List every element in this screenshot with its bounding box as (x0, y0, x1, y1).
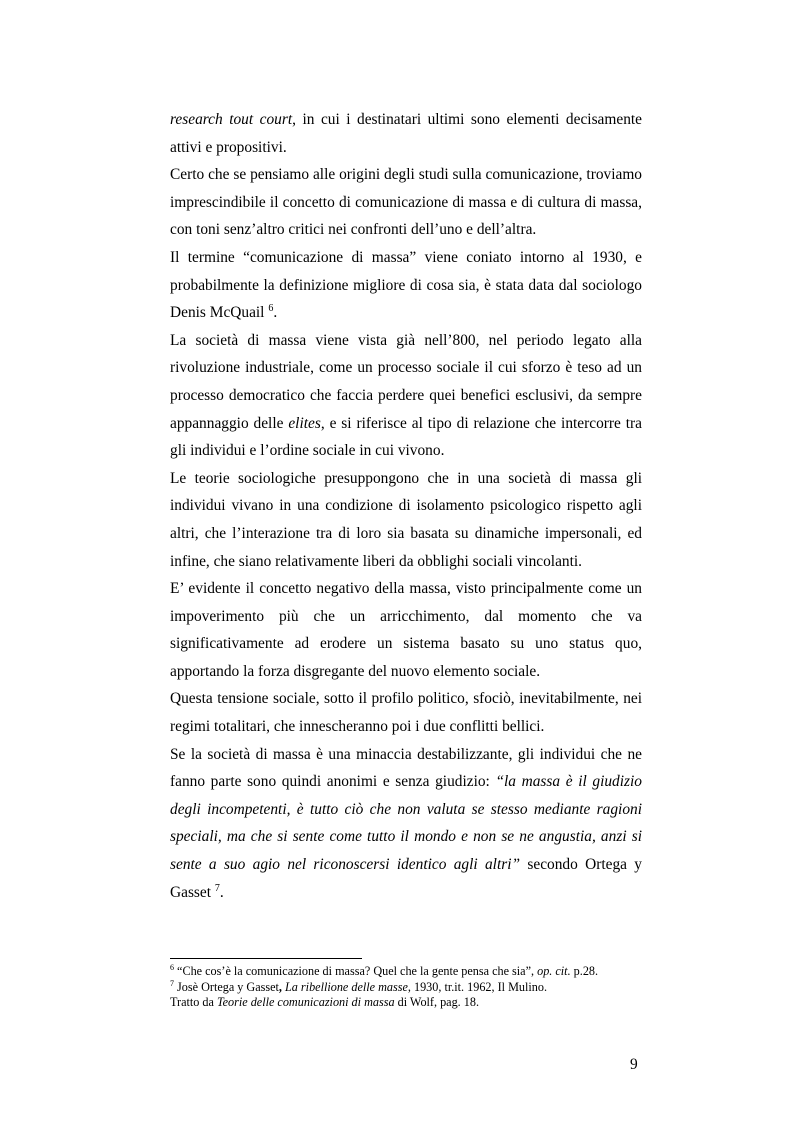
footnote-reference-6[interactable]: 6 (268, 303, 274, 315)
footnote-text: Tratto da (170, 995, 217, 1010)
body-text (170, 106, 642, 906)
italic-phrase: research tout court (170, 111, 293, 128)
footnote-reference-7[interactable]: 7 (214, 882, 220, 894)
footnote-text: Josè Ortega y Gasset (174, 979, 279, 994)
italic-word: elites (288, 414, 321, 432)
paragraph-text: Se la società di massa è una minaccia destabilizzante, gli individui che ne fanno parte sono quindi anonimi e senza giudizio: (170, 745, 642, 791)
paragraph-text: Il termine “comunicazione di massa” viene coniato intorno al 1930, e probabilmente la definizione migliore di cosa sia, è stata data dal sociologo Denis McQuail (170, 248, 642, 322)
footnotes (170, 964, 650, 1011)
footnote-end: di Wolf, pag. 18. (394, 995, 480, 1010)
footnote-6 (170, 964, 650, 980)
page-number: 9 (630, 1056, 638, 1073)
quotation: “la massa è il giudizio degli incompetenti, è tutto ciò che non valuta se stesso mediante ragioni speciali, ma che si sente come tutto il mondo e non se ne angustia, anzi si sente a suo agio nel riconoscersi identico agli altri” (170, 773, 642, 874)
footnote-italic: op. cit. (537, 964, 571, 978)
paragraph-1 (170, 106, 642, 161)
paragraph-4 (170, 327, 642, 465)
paragraph-5: Le teorie sociologiche presuppongono che in una società di massa gli individui vivano in una condizione di isolamento psicologico rispetto agli altri, che l’interazione tra di loro sia basata su dinamiche impersonali, ed infine, che siano relativamente liberi da obblighi sociali vincolanti. (170, 469, 642, 570)
footnote-italic: Teorie delle comunicazioni di massa (216, 995, 395, 1010)
footnote-number: 6 (170, 962, 174, 972)
footnote-bold-comma: , (278, 979, 282, 994)
footnote-end: p.28. (570, 964, 599, 978)
paragraph-text: La società di massa viene vista già nell’800, nel periodo legato alla rivoluzione industriale, come un processo sociale il cui sforzo è teso ad un processo democratico che faccia perdere quei benefici esclusivi, da sempre appannaggio delle (170, 331, 642, 432)
paragraph-7: Questa tensione sociale, sotto il profilo politico, sfociò, inevitabilmente, nei regimi totalitari, che innescheranno poi i due conflitti bellici. (170, 690, 642, 736)
footnote-end: , 1930, tr.it. 1962, Il Mulino. (407, 979, 548, 994)
footnote-divider (170, 958, 362, 959)
footnote-number: 7 (170, 978, 174, 988)
footnote-italic: La ribellione delle masse (281, 979, 408, 994)
paragraph-end: . (273, 304, 278, 322)
paragraph-3 (170, 244, 642, 327)
footnote-text: “Che cos’è la comunicazione di massa? Quel che la gente pensa che sia”, (174, 964, 538, 978)
paragraph-text-after: , e si riferisce al tipo di relazione che intercorre tra gli individui e l’ordine sociale in cui vivono. (170, 414, 642, 460)
footnote-7-continued (170, 995, 650, 1011)
footnote-7 (170, 980, 650, 996)
paragraph-8 (170, 741, 642, 907)
paragraph-6: E’ evidente il concetto negativo della massa, visto principalmente come un impoverimento più che un arricchimento, dal momento che va significativamente ad erodere un sistema basato su uno status quo, apportando la forza disgregante del nuovo elemento sociale. (170, 580, 642, 680)
paragraph-text-after: secondo Ortega y Gasset (170, 856, 643, 901)
paragraph-end: . (219, 883, 224, 901)
paragraph-2: Certo che se pensiamo alle origini degli studi sulla comunicazione, troviamo imprescindibile il concetto di comunicazione di massa e di cultura di massa, con toni senz’altro critici nei confronti dell’uno e dell’altra. (170, 166, 642, 239)
paragraph-text: , in cui i destinatari ultimi sono elementi decisamente attivi e propositivi. (170, 111, 642, 156)
